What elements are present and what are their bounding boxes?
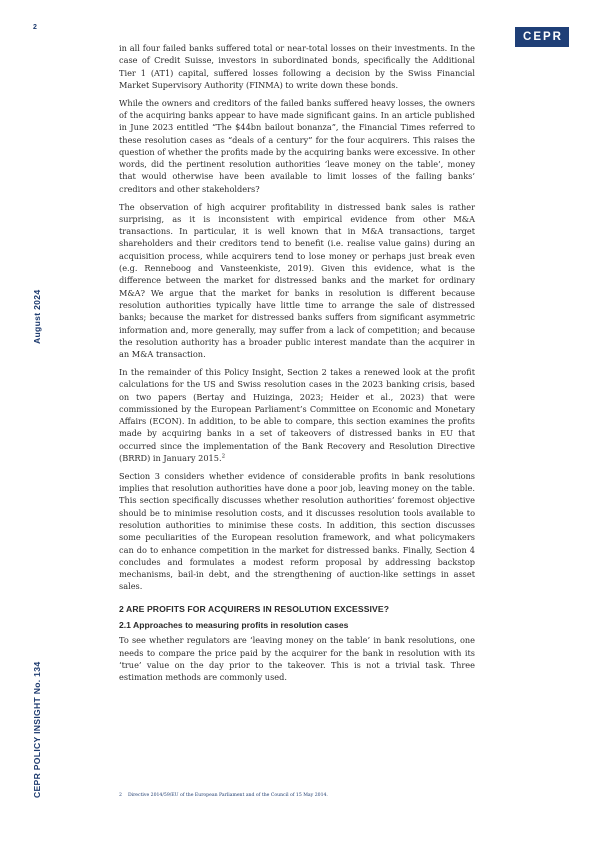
- body-paragraph: in all four failed banks suffered total or near-total losses on their investments. In the case of Credit Suisse, investors in subordinated bonds, specifically the Additional Tier 1 (AT1) capital, suffered losses following a decision by the Swiss Financial Market Supervisory Authority (FINMA) to write down these bonds.: [119, 43, 475, 90]
- body-paragraph-with-footnote: [119, 366, 475, 464]
- page-number: 2: [33, 24, 37, 31]
- footnote-number: 2: [119, 793, 122, 798]
- body-paragraph: The observation of high acquirer profitability in distressed bank sales is rather surprising, as it is inconsistent with empirical evidence from other M&A transactions. In particular, it is well known that in M&A transactions, target shareholders and their creditors tend to benefit (i.e. realise value gains) during an acquisition process, while acquirers tend to lose money or perhaps just break even (e.g. Renneboog and Vansteenkiste, 2019). Given this evidence, what is the difference between the market for distressed banks and the market for ordinary M&A? We argue that the market for banks in resolution is different because resolution authorities typically have little time to arrange the sale of distressed banks; because the market for distressed banks suffers from significant asymmetric information and, more generally, may suffer from a lack of competition; and because the resolution authority has a broader public interest mandate than the acquirer in an M&A transaction.: [119, 201, 475, 360]
- cepr-logo: CEPR: [515, 27, 569, 47]
- sidebar-date: August 2024: [32, 289, 42, 344]
- footnote-text: Directive 2014/59/EU of the European Parliament and of the Council of 15 May 2014.: [127, 793, 328, 798]
- body-paragraph: While the owners and creditors of the failed banks suffered heavy losses, the owners of the acquiring banks appear to have made significant gains. In an article published in June 2023 entitled “The $44bn bailout bonanza”, the Financial Times referred to these resolution cases as “deals of a century” for the four acquirers. This raises the question of whether the profits made by the acquiring banks were excessive. In other words, did the pertinent resolution authorities ‘leave money on the table’, money that would otherwise have been available to limit losses of the failing banks’ creditors and other stakeholders?: [119, 97, 475, 194]
- main-content: [119, 42, 475, 689]
- body-paragraph-text: In the remainder of this Policy Insight, Section 2 takes a renewed look at the profit calculations for the US and Swiss resolution cases in the 2023 banking crisis, based on two papers (Bertay and Huizinga, 2023; Heider et al., 2023) that were commissioned by the European Parliament’s Committee on Economic and Monetary Affairs (ECON). In addition, to be able to compare, this section examines the profits made by acquiring banks in a set of takeovers of distressed banks in EU that occurred since the implementation of the Bank Recovery and Resolution Directive (BRRD) in January 2015.: [119, 366, 475, 463]
- body-paragraph: To see whether regulators are ‘leaving money on the table’ in bank resolutions, one needs to compare the price paid by the acquirer for the bank in resolution with its ‘true’ value on the day prior to the takeover. This is not a trivial task. Three estimation methods are commonly used.: [119, 635, 475, 683]
- section-heading: 2 ARE PROFITS FOR ACQUIRERS IN RESOLUTION EXCESSIVE?: [119, 603, 390, 614]
- body-paragraph: Section 3 considers whether evidence of considerable profits in bank resolutions implies that resolution authorities have done a poor job, leaving money on the table. This section specifically discusses whether resolution authorities’ foremost objective should be to minimise resolution costs, and it discusses resolution tools available to resolution authorities to minimise these costs. In addition, this section discusses some peculiarities of the European resolution framework, and what policymakers can do to enhance competition in the market for distressed banks. Finally, Section 4 concludes and formulates a modest reform proposal by addressing backstop mechanisms, bail-in debt, and the strengthening of auction-like settings in asset sales.: [119, 470, 475, 592]
- footnote-marker[interactable]: 2: [221, 453, 226, 460]
- subsection-heading: 2.1 Approaches to measuring profits in resolution cases: [119, 620, 349, 631]
- footnote: [119, 793, 479, 798]
- sidebar-series-label: CEPR POLICY INSIGHT No. 134: [32, 661, 42, 798]
